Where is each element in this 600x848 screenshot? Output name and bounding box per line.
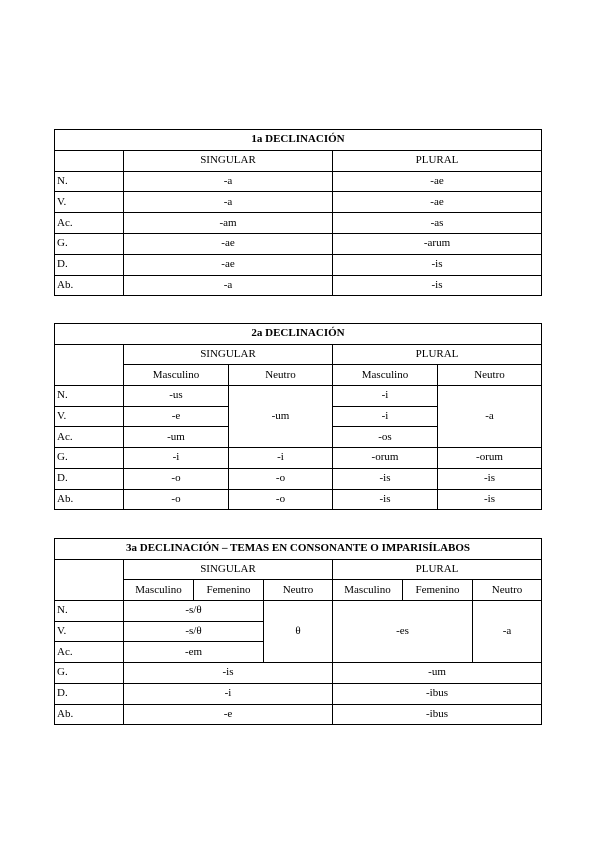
table-row [55,683,542,704]
plural-header: PLURAL [333,150,542,171]
singular-masculine-ending: -i [124,448,229,469]
case-label: Ab. [55,275,124,296]
singular-ending: -ae [124,233,333,254]
plural-ending: -um [333,663,542,684]
table-row [55,254,542,275]
empty-header-cell [55,344,124,385]
table-row [55,213,542,234]
plural-header: PLURAL [333,344,542,365]
singular-ending: -e [124,704,333,725]
empty-header-cell [55,559,124,600]
table-row [55,448,542,469]
plural-neuter-ending: -orum [438,448,542,469]
singular-ending: -a [124,192,333,213]
plural-ending: -ae [333,171,542,192]
case-label: Ab. [55,704,124,725]
table-row [55,386,542,407]
singular-neuter-ending: -i [229,448,333,469]
empty-header-cell [55,150,124,171]
plural-masculine-ending: -os [333,427,438,448]
singular-ending: -am [124,213,333,234]
plural-neuter-header: Neutro [438,365,542,386]
plural-mf-merged: -es [333,601,473,663]
singular-masculine-ending: -o [124,468,229,489]
table-row [55,468,542,489]
plural-feminine-header: Femenino [403,580,473,601]
singular-masculine-ending: -us [124,386,229,407]
singular-ending: -a [124,171,333,192]
case-label: N. [55,386,124,407]
plural-masculine-ending: -i [333,406,438,427]
plural-neuter-ending: -is [438,468,542,489]
singular-masculine-ending: -um [124,427,229,448]
case-label: Ac. [55,642,124,663]
plural-masculine-ending: -is [333,489,438,510]
table-row [55,704,542,725]
table-title: 1a DECLINACIÓN [55,130,542,151]
plural-ending: -is [333,275,542,296]
plural-neuter-header: Neutro [473,580,542,601]
case-label: D. [55,468,124,489]
singular-neuter-header: Neutro [264,580,333,601]
singular-mf-ending: -em [124,642,264,663]
case-label: D. [55,254,124,275]
plural-masculine-ending: -orum [333,448,438,469]
case-label: V. [55,406,124,427]
case-label: G. [55,663,124,684]
plural-ending: -ibus [333,704,542,725]
plural-ending: -arum [333,233,542,254]
plural-neuter-merged: -a [438,386,542,448]
plural-ending: -ae [333,192,542,213]
table-row [55,275,542,296]
table-title: 3a DECLINACIÓN – TEMAS EN CONSONANTE O IMPARISÍLABOS [55,539,542,560]
singular-mf-ending: -s/θ [124,601,264,622]
plural-masculine-ending: -i [333,386,438,407]
singular-header: SINGULAR [124,150,333,171]
singular-header: SINGULAR [124,344,333,365]
case-label: Ab. [55,489,124,510]
singular-ending: -ae [124,254,333,275]
table-row [55,171,542,192]
case-label: N. [55,601,124,622]
case-label: V. [55,192,124,213]
table-row [55,489,542,510]
singular-neuter-merged: θ [264,601,333,663]
singular-mf-ending: -s/θ [124,621,264,642]
third-declension-table [54,538,542,725]
table-row [55,233,542,254]
singular-ending: -is [124,663,333,684]
singular-masculine-header: Masculino [124,580,194,601]
singular-ending: -i [124,683,333,704]
plural-masculine-ending: -is [333,468,438,489]
singular-neuter-ending: -o [229,489,333,510]
singular-ending: -a [124,275,333,296]
case-label: G. [55,448,124,469]
singular-masculine-header: Masculino [124,365,229,386]
plural-neuter-merged: -a [473,601,542,663]
plural-ending: -ibus [333,683,542,704]
table-row [55,601,542,622]
singular-masculine-ending: -o [124,489,229,510]
plural-ending: -as [333,213,542,234]
singular-masculine-ending: -e [124,406,229,427]
table-row [55,192,542,213]
singular-neuter-header: Neutro [229,365,333,386]
table-title: 2a DECLINACIÓN [55,324,542,345]
second-declension-table [54,323,542,510]
plural-ending: -is [333,254,542,275]
case-label: V. [55,621,124,642]
plural-header: PLURAL [333,559,542,580]
singular-neuter-ending: -o [229,468,333,489]
case-label: N. [55,171,124,192]
plural-masculine-header: Masculino [333,365,438,386]
case-label: D. [55,683,124,704]
first-declension-table [54,129,542,296]
case-label: Ac. [55,427,124,448]
table-row [55,663,542,684]
singular-neuter-merged: -um [229,386,333,448]
case-label: Ac. [55,213,124,234]
singular-feminine-header: Femenino [194,580,264,601]
singular-header: SINGULAR [124,559,333,580]
case-label: G. [55,233,124,254]
plural-neuter-ending: -is [438,489,542,510]
plural-masculine-header: Masculino [333,580,403,601]
